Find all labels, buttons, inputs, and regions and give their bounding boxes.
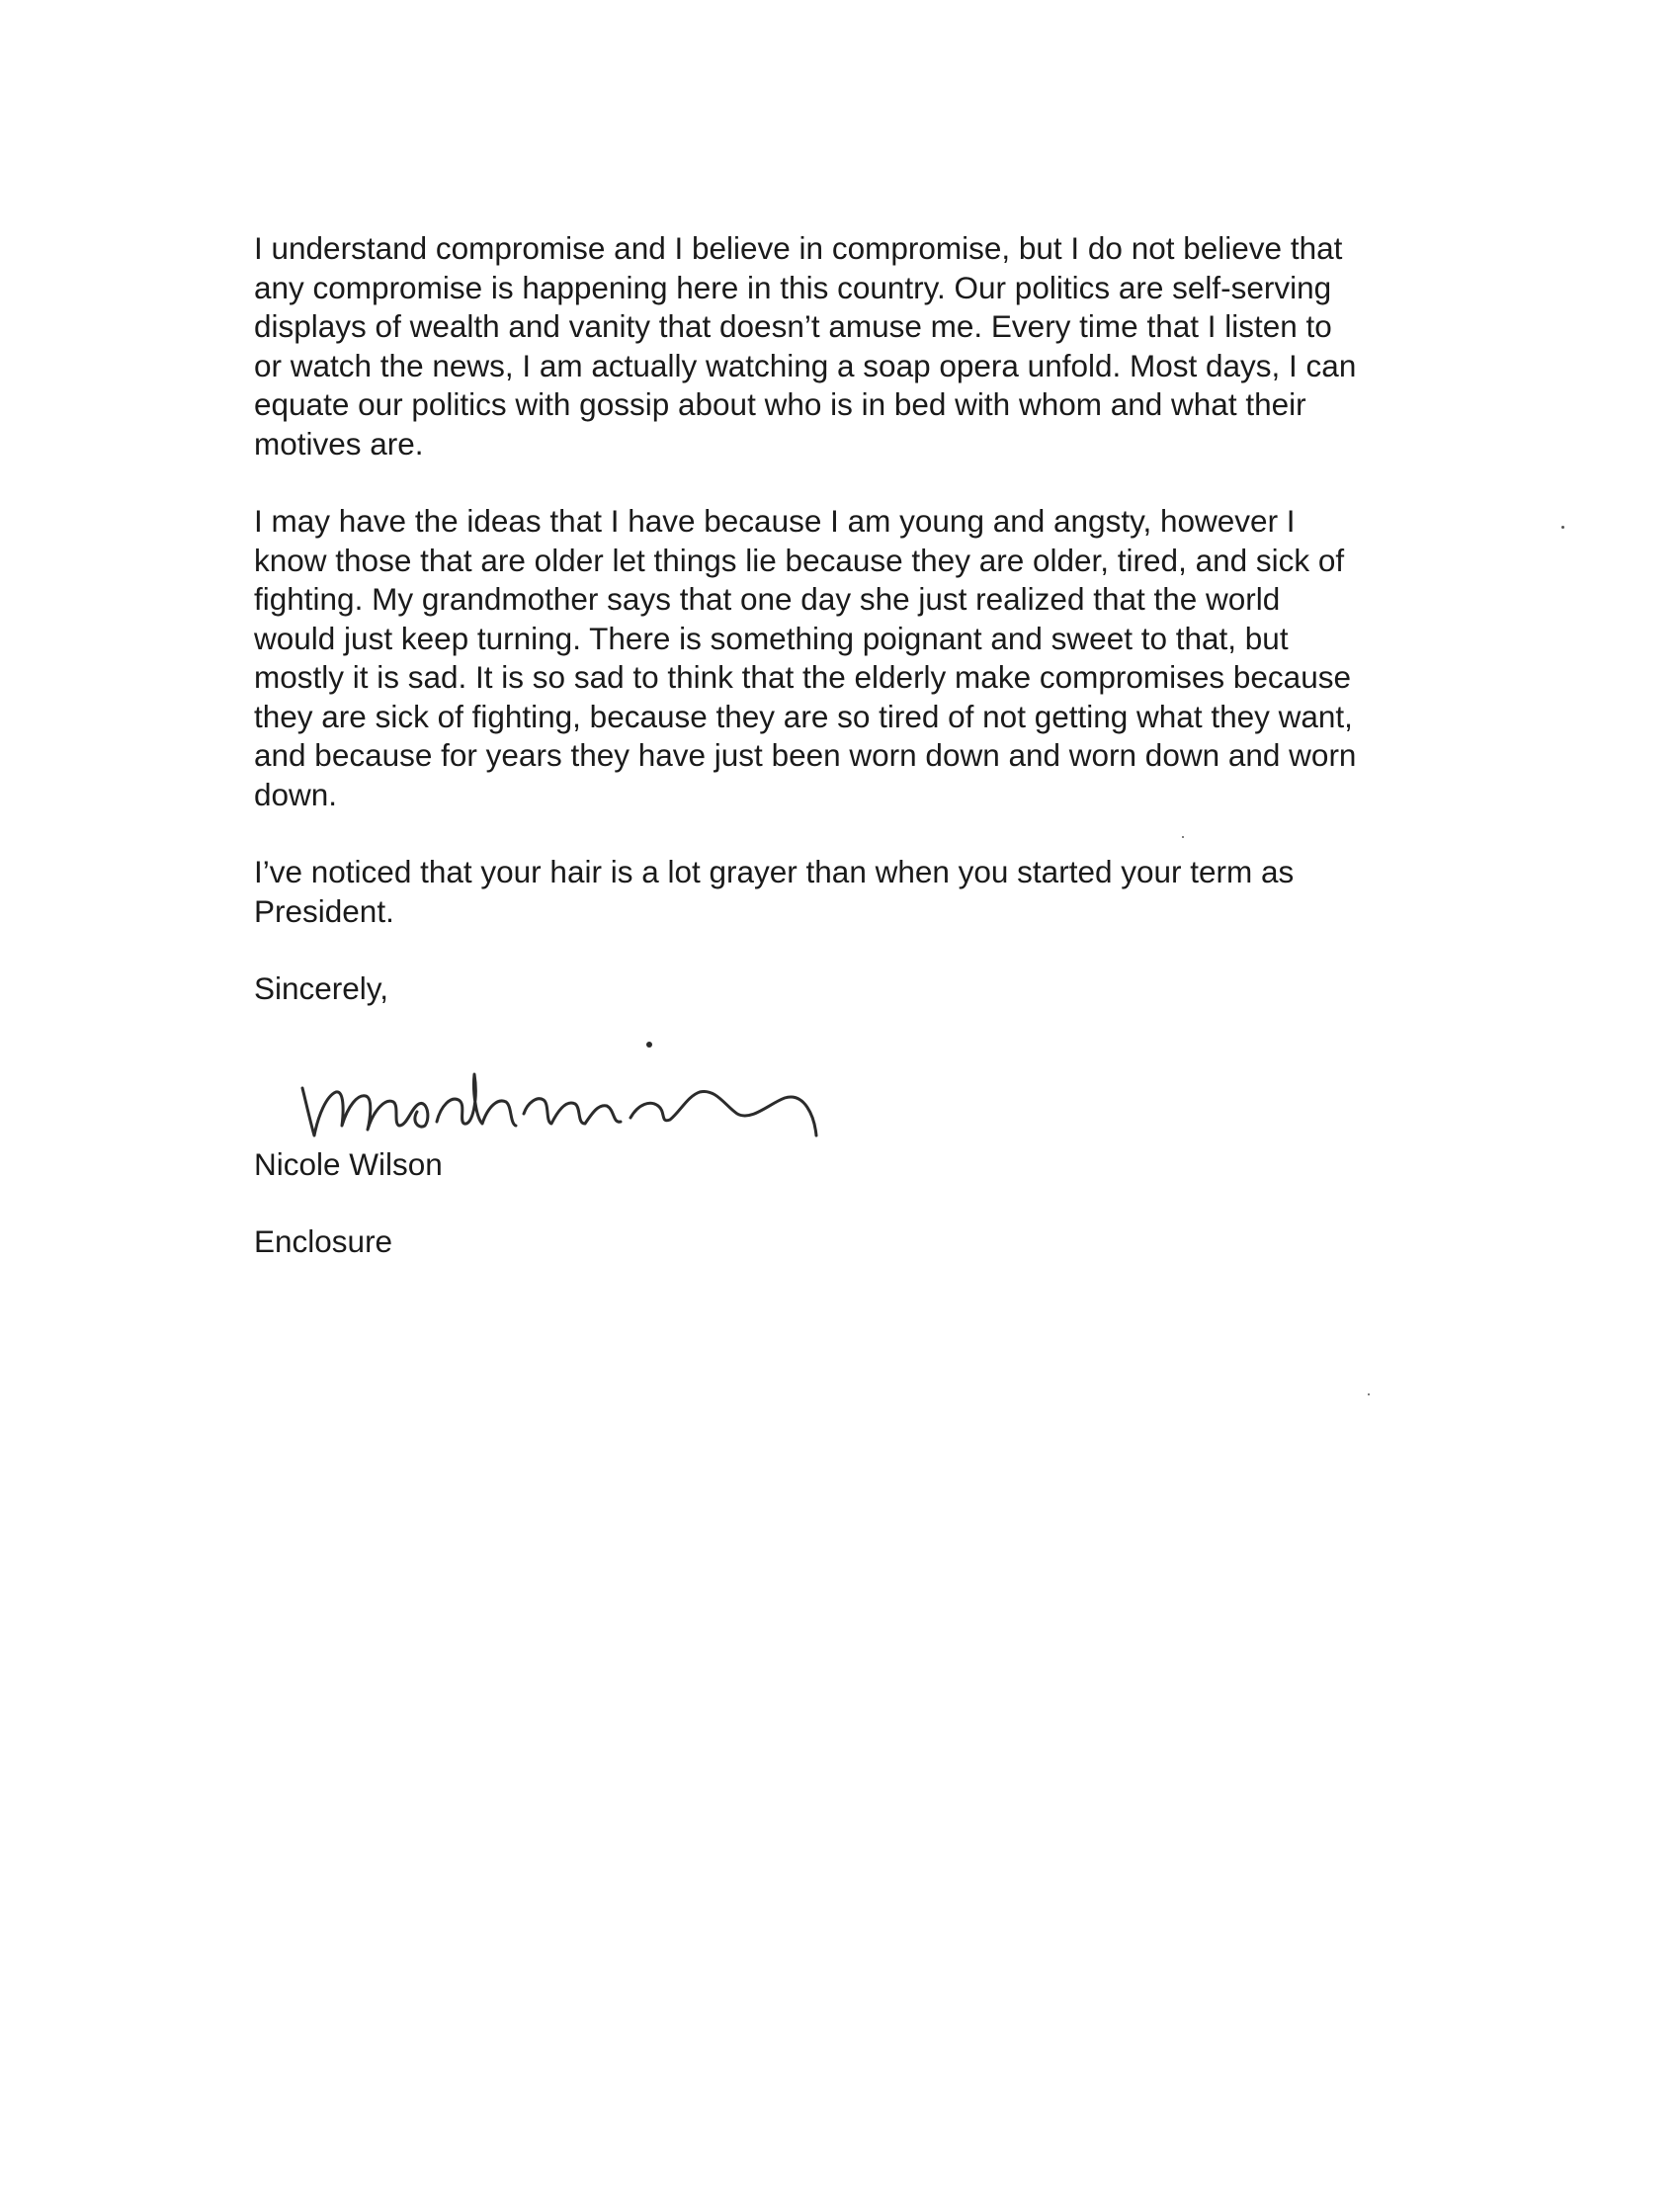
enclosure-note: Enclosure	[254, 1223, 393, 1259]
closing: Sincerely,	[254, 970, 388, 1006]
scan-speck	[1561, 526, 1564, 529]
scan-speck	[1368, 1393, 1370, 1395]
paragraph-compromise: I understand compromise and I believe in compromise, but I do not believe that any compromise is happening here in this country. Our politics are self-serving displays of wealth and vanity that doesn’t amuse me. Every time that I listen to or watch the news, I am actually watching a soap opera unfold. Most days, I can equate our politics with gossip about who is in bed with whom and what their motives are.	[254, 230, 1357, 462]
letter-body	[254, 229, 1479, 1262]
scan-speck	[1182, 836, 1184, 838]
handwritten-signature	[291, 1027, 824, 1145]
signer-name: Nicole Wilson	[254, 1145, 443, 1182]
paragraph-ideas: I may have the ideas that I have because I am young and angsty, however I know those that are older let things lie because they are older, tired, and sick of fighting. My grandmother says that one day she just realized that the world would just keep turning. There is something poignant and sweet to that, but mostly it is sad. It is so sad to think that the elderly make compromises because they are sick of fighting, because they are so tired of not getting what they want, and because for years they have just been worn down and worn down and worn down.	[254, 503, 1357, 812]
paragraph-hair: I’ve noticed that your hair is a lot grayer than when you started your term as President.	[254, 854, 1295, 929]
